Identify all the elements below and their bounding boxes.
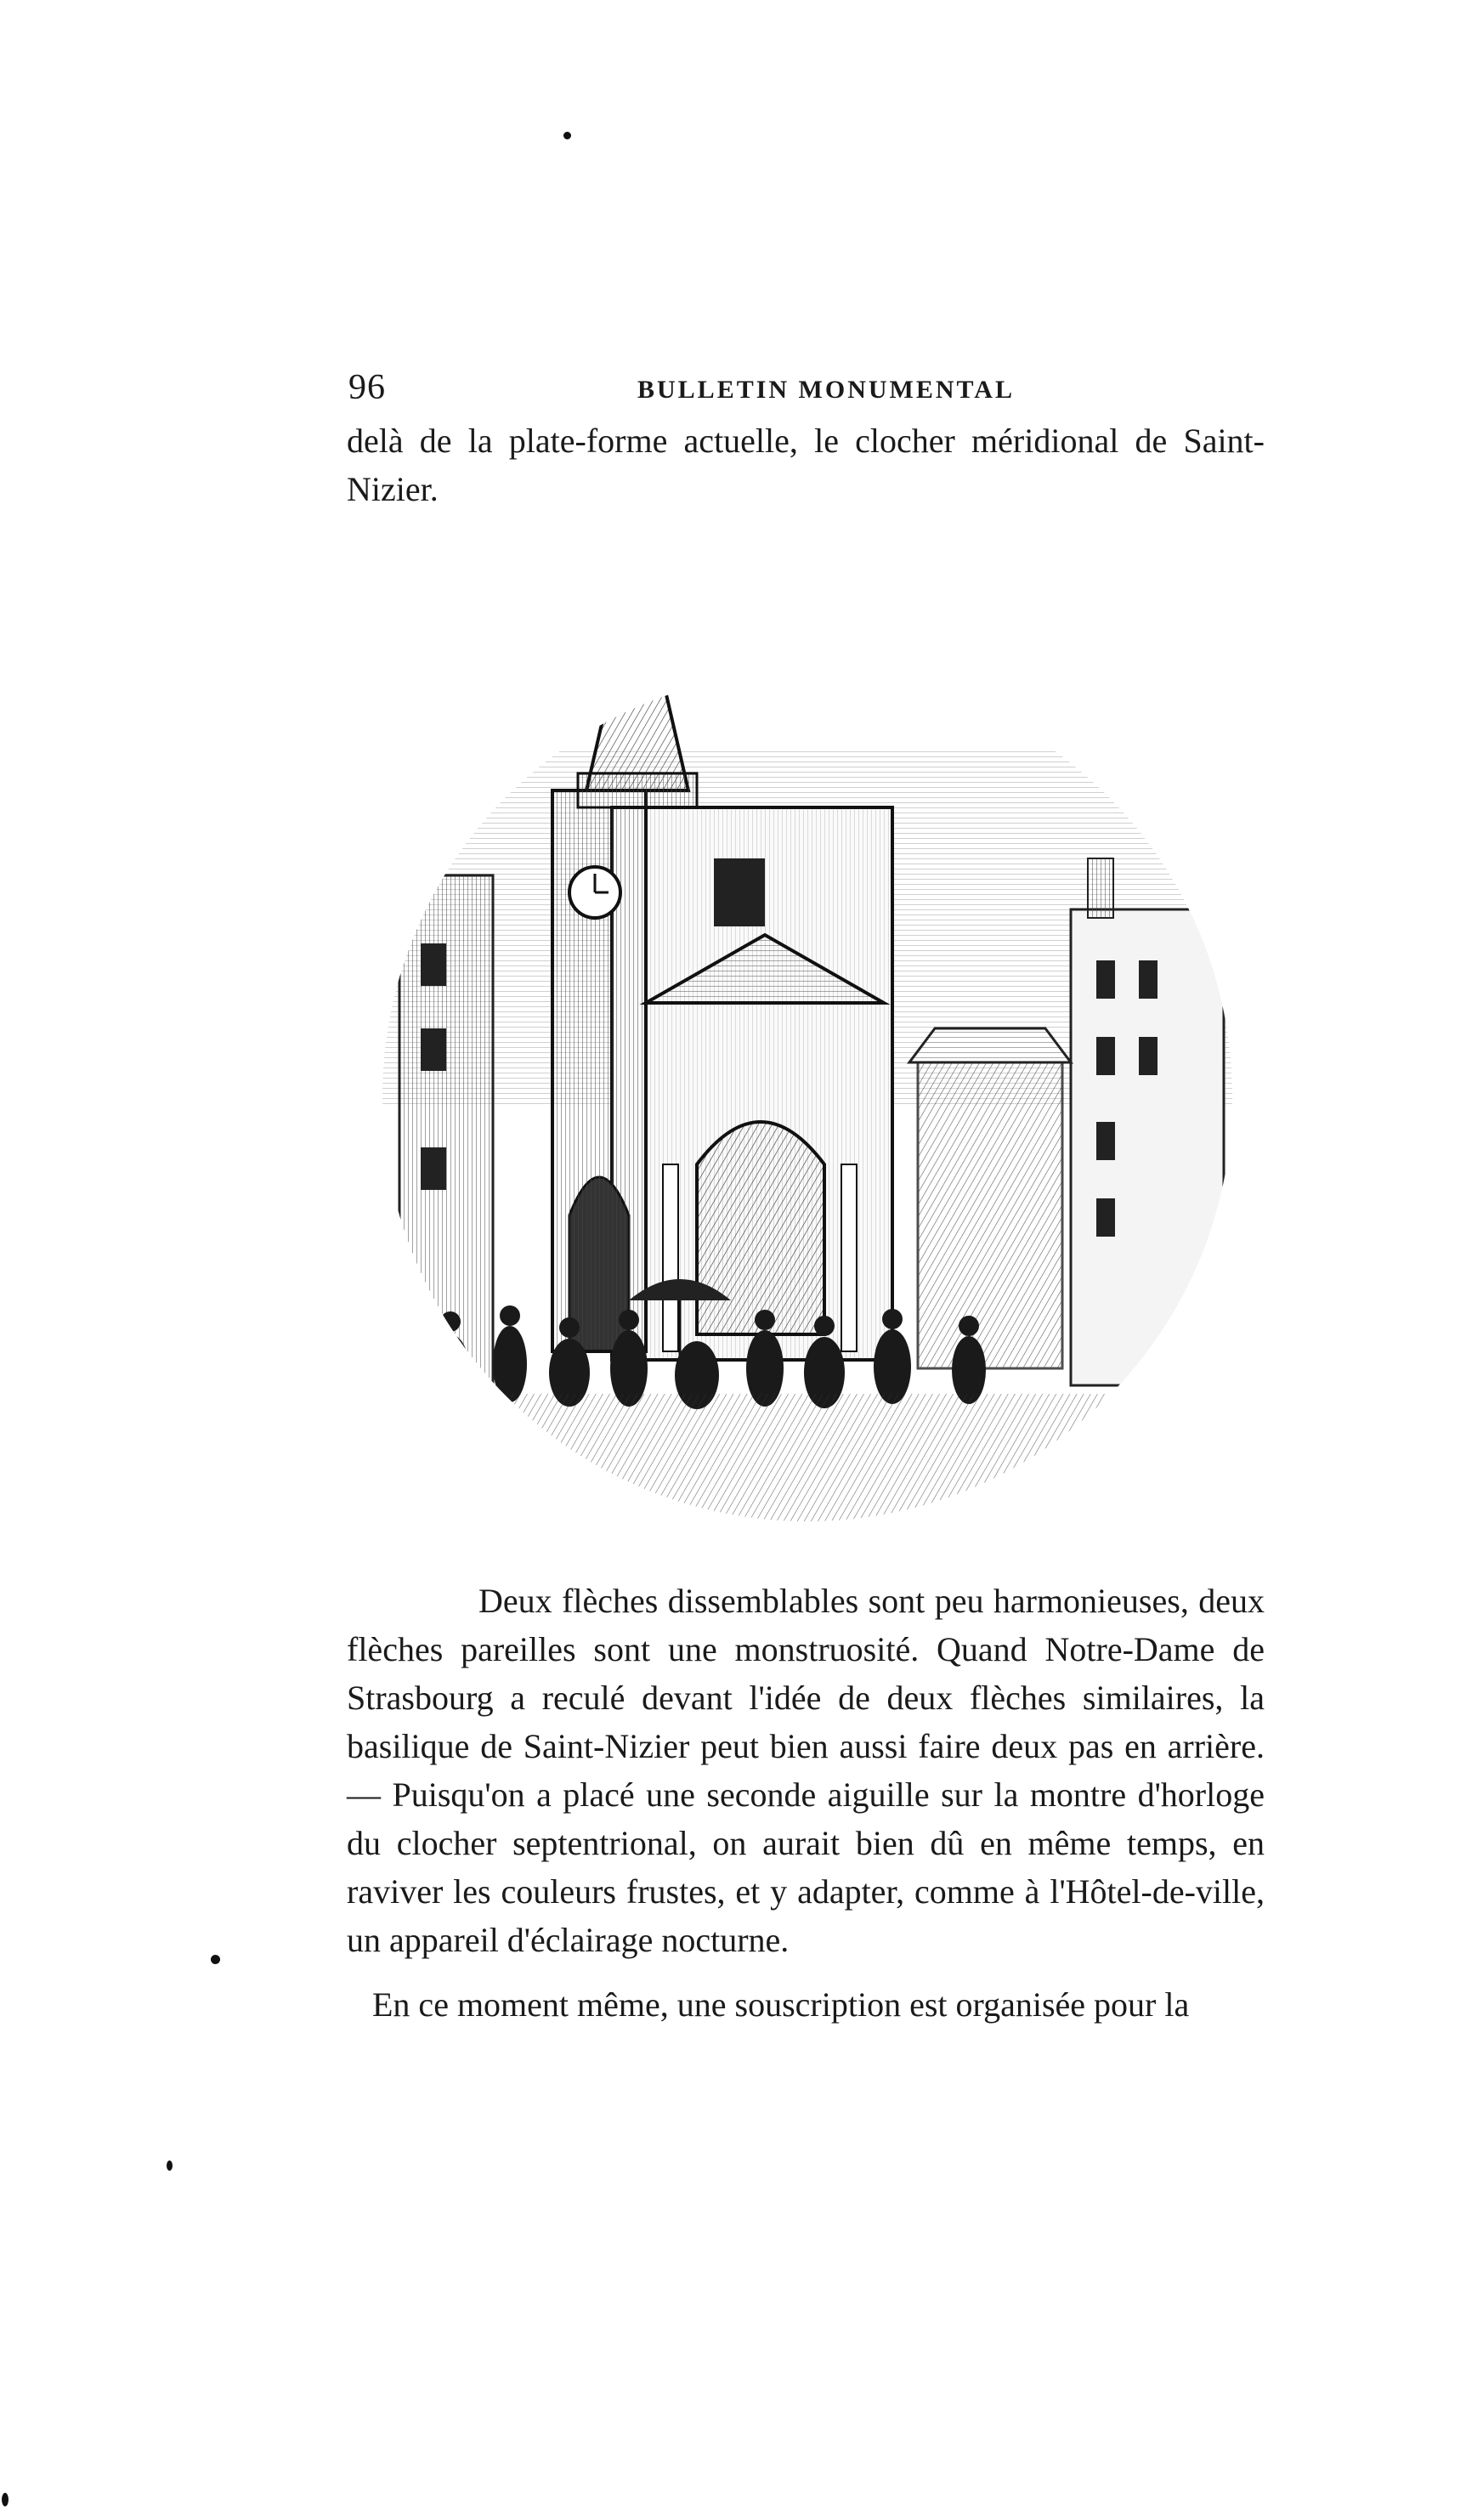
paragraph-main bbox=[347, 1577, 1265, 1964]
paragraph-final bbox=[347, 1980, 1265, 2029]
paragraph-3: En ce moment même, une souscription est organisée pour la bbox=[372, 1985, 1190, 2024]
page-header bbox=[348, 367, 1266, 415]
running-title: BULLETIN MONUMENTAL bbox=[637, 376, 1015, 404]
scan-speck bbox=[2, 2493, 8, 2506]
church-engraving bbox=[374, 552, 1241, 1530]
scan-speck bbox=[167, 2160, 173, 2171]
church-engraving-illustration bbox=[374, 552, 1241, 1530]
paragraph-1: delà de la plate-forme actuelle, le clocher méridional de Saint-Nizier. bbox=[347, 422, 1265, 508]
paragraph-continuation bbox=[347, 416, 1265, 513]
scan-speck bbox=[211, 1955, 220, 1964]
page-number: 96 bbox=[348, 368, 386, 407]
paragraph-2: Deux flèches dissemblables sont peu harmonieuses, deux flèches pareilles sont une monstruosité. Quand Notre-Dame de Strasbourg a reculé devant l'idée de deux flèches similaires, la basilique de Saint-Nizier peut bien aussi faire deux pas en arrière. — Puisqu'on a placé une seconde aiguille sur la montre d'horloge du clocher septentrional, on aurait bien dû en même temps, en raviver les couleurs frustes, et y adapter, comme à l'Hôtel-de-ville, un appareil d'éclairage nocturne. bbox=[347, 1582, 1265, 1959]
scan-speck bbox=[563, 132, 571, 139]
